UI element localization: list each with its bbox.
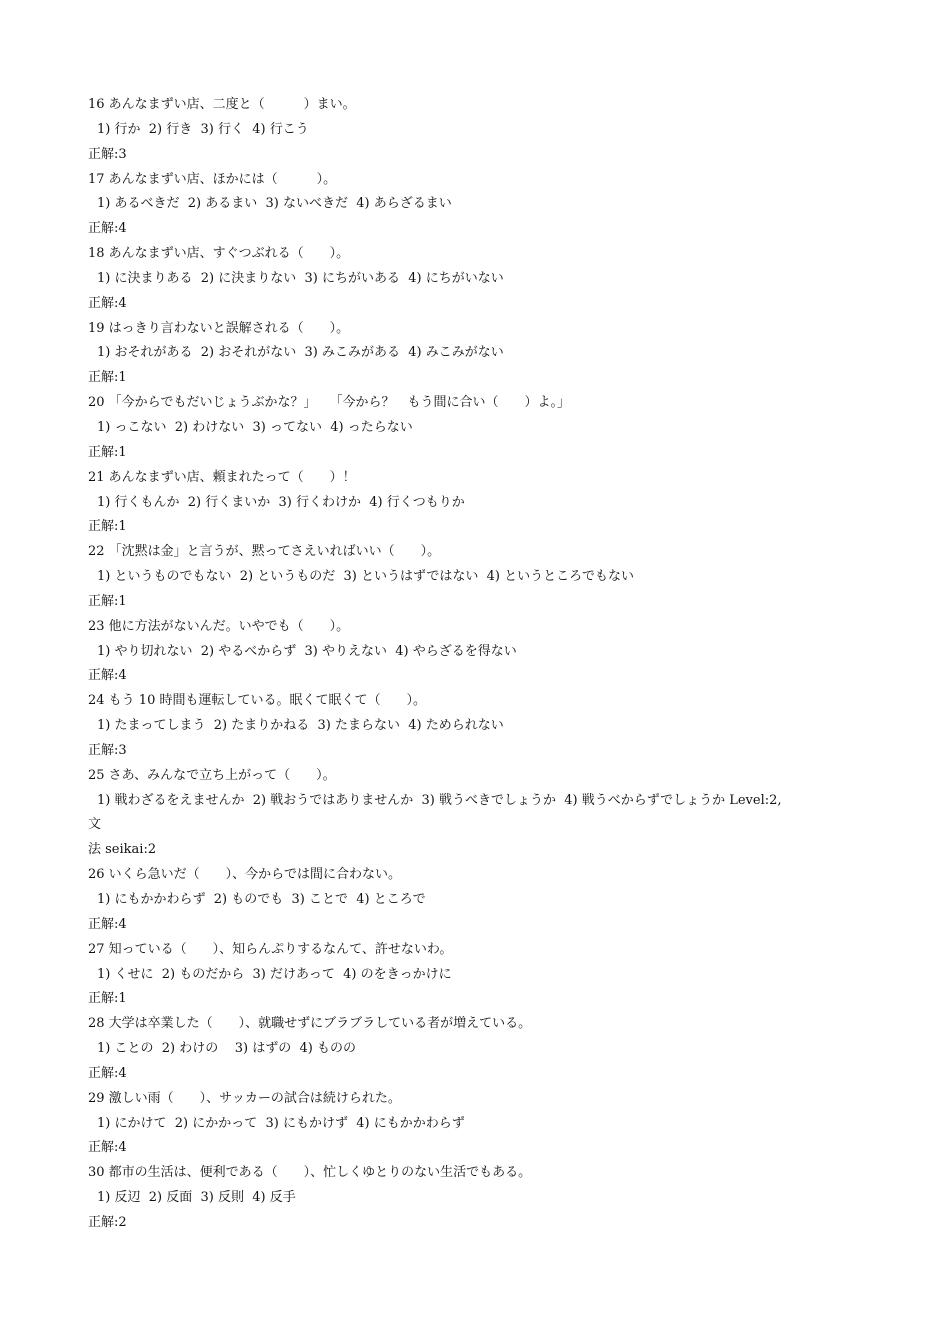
correct-answer: 正解:1 bbox=[88, 370, 127, 386]
question-text: 20 「今からでもだいじょうぶかな？」 「今から？ もう間に合い（ ）よ。」 bbox=[88, 395, 571, 411]
answer-options: 1) にかけて 2) にかかって 3) にもかけず 4) にもかかわらず bbox=[97, 1115, 465, 1131]
answer-options: 1) 行か 2) 行き 3) 行く 4) 行こう bbox=[97, 121, 309, 137]
answer-options: 1) やり切れない 2) やるべからず 3) やりえない 4) やらざるを得ない bbox=[97, 643, 517, 659]
answer-options: 1) にもかかわらず 2) ものでも 3) ことで 4) ところで bbox=[97, 892, 426, 907]
question-text: 30 都市の生活は、便利である（ ）、忙しくゆとりのない生活でもある。 bbox=[88, 1165, 532, 1181]
question-text: 22 「沈黙は金」と言うが、黙ってさえいればいい（ ）。 bbox=[88, 544, 441, 560]
answer-options: 1) おそれがある 2) おそれがない 3) みこみがある 4) みこみがない bbox=[97, 345, 504, 361]
question-text: 24 もう 10 時間も運転している。眠くて眠くて（ ）。 bbox=[88, 693, 426, 709]
question-text: 29 激しい雨（ ）、サッカーの試合は続けられた。 bbox=[88, 1090, 401, 1106]
question-text: 28 大学は卒業した（ ）、就職せずにブラブラしている者が増えている。 bbox=[88, 1016, 532, 1032]
correct-answer: 正解:3 bbox=[88, 742, 127, 758]
question-text: 25 さあ、みんなで立ち上がって（ ）。 bbox=[88, 767, 336, 783]
answer-options: 1) たまってしまう 2) たまりかねる 3) たまらない 4) ためられない bbox=[97, 718, 504, 734]
correct-answer: 正解:2 bbox=[88, 1214, 127, 1230]
question-text: 18 あんなまずい店、すぐつぶれる（ ）。 bbox=[88, 246, 350, 262]
correct-answer: 正解:4 bbox=[88, 668, 127, 684]
answer-options: 1) ことの 2) わけの 3) はずの 4) ものの bbox=[97, 1041, 356, 1057]
question-text: 23 他に方法がないんだ。いやでも（ ）。 bbox=[88, 618, 350, 634]
correct-answer: 正解:4 bbox=[88, 1065, 127, 1081]
question-text: 21 あんなまずい店、頼まれたって（ ）！ bbox=[88, 469, 356, 485]
question-text: 16 あんなまずい店、二度と（ ）まい。 bbox=[88, 97, 356, 112]
answer-options: 1) に決まりある 2) に決まりない 3) にちがいある 4) にちがいない bbox=[97, 270, 504, 286]
answer-options: 1) 戦わざるをえませんか 2) 戦おうではありませんか 3) 戦うべきでしょうか 4) 戦うべからずでしょうか Level:2, bbox=[97, 792, 782, 808]
correct-answer: 正解:1 bbox=[88, 444, 127, 460]
answer-options: 1) 反辺 2) 反面 3) 反則 4) 反手 bbox=[97, 1190, 296, 1206]
correct-answer: 正解:4 bbox=[88, 221, 127, 237]
question-text: 17 あんなまずい店、ほかには（ ）。 bbox=[88, 171, 337, 187]
correct-answer: 正解:1 bbox=[88, 593, 127, 609]
question-text: 26 いくら急いだ（ ）、今からでは間に合わない。 bbox=[88, 867, 402, 883]
correct-answer: 正解:4 bbox=[88, 295, 127, 311]
correct-answer: 正解:1 bbox=[88, 519, 127, 535]
wrapped-text: 法 seikai:2 bbox=[88, 842, 157, 858]
answer-options: 1) というものでもない 2) というものだ 3) というはずではない 4) というところでもない bbox=[97, 569, 634, 585]
document-body bbox=[88, 93, 888, 1236]
wrapped-text: 文 bbox=[88, 817, 102, 833]
correct-answer: 正解:3 bbox=[88, 146, 127, 162]
correct-answer: 正解:4 bbox=[88, 1140, 127, 1156]
question-text: 27 知っている（ ）、知らんぷりするなんて、許せないわ。 bbox=[88, 941, 453, 957]
answer-options: 1) っこない 2) わけない 3) ってない 4) ったらない bbox=[97, 419, 413, 435]
answer-options: 1) くせに 2) ものだから 3) だけあって 4) のをきっかけに bbox=[97, 966, 452, 982]
correct-answer: 正解:4 bbox=[88, 916, 127, 932]
question-text: 19 はっきり言わないと誤解される（ ）。 bbox=[88, 320, 350, 336]
answer-options: 1) あるべきだ 2) あるまい 3) ないべきだ 4) あらざるまい bbox=[97, 196, 452, 212]
correct-answer: 正解:1 bbox=[88, 991, 127, 1007]
answer-options: 1) 行くもんか 2) 行くまいか 3) 行くわけか 4) 行くつもりか bbox=[97, 494, 465, 510]
